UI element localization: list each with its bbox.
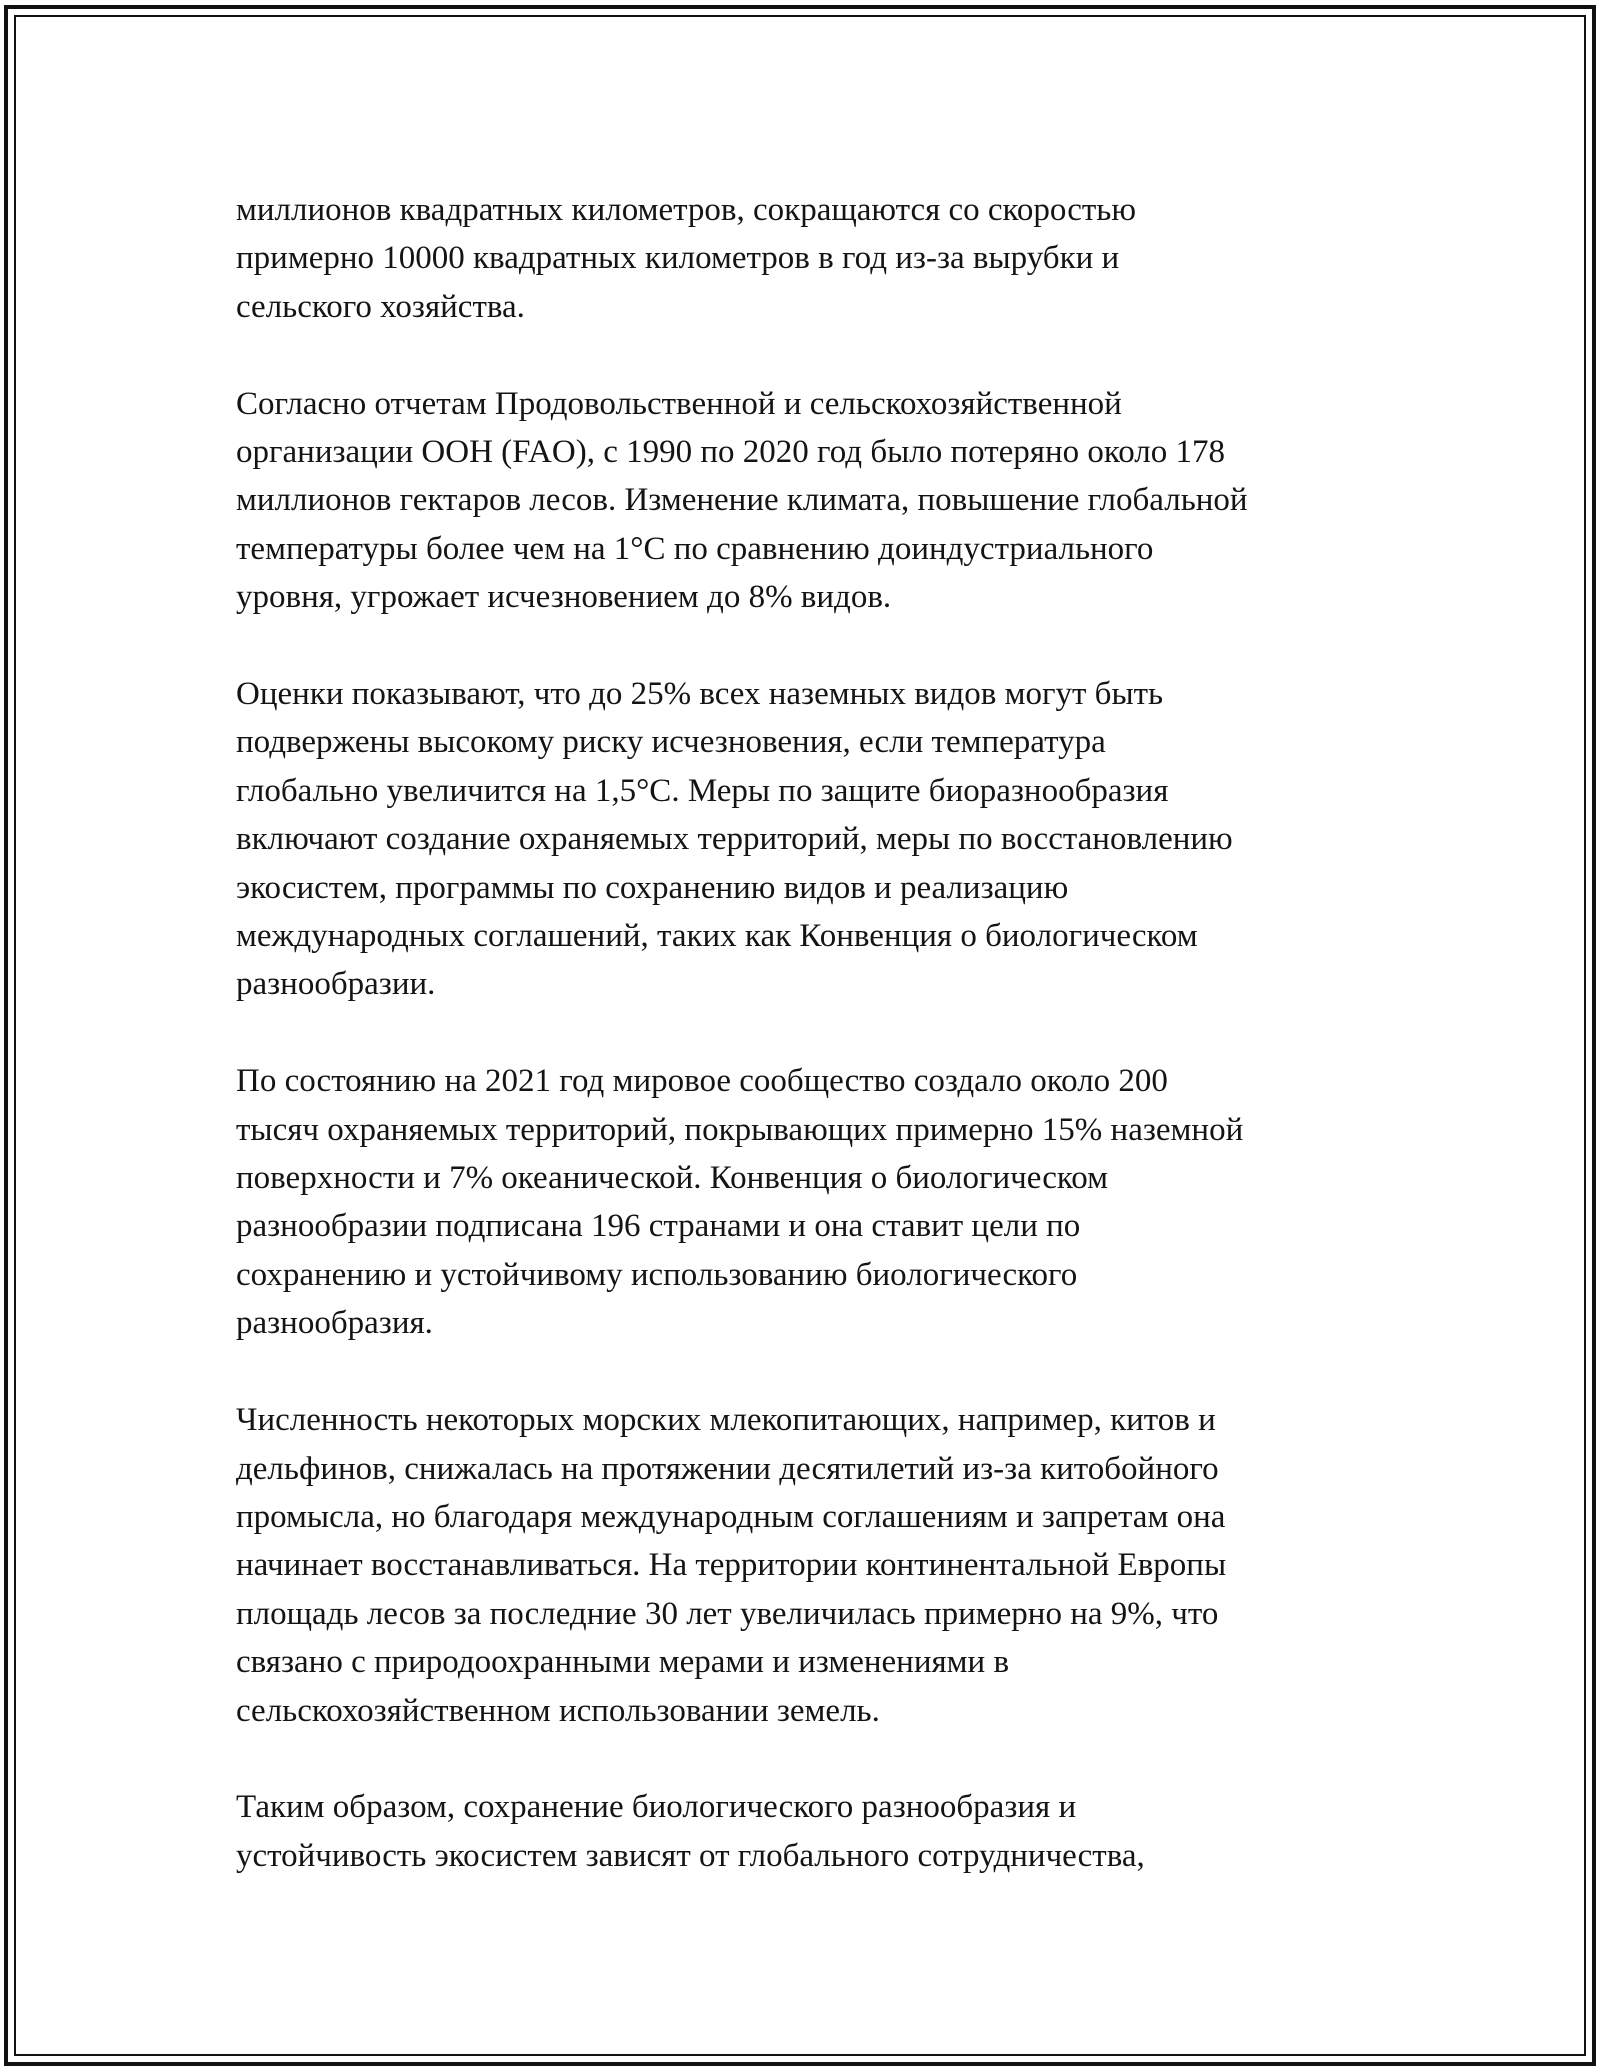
paragraph	[236, 1783, 1416, 1880]
text-line: промысла, но благодаря международным соглашениям и запретам она	[236, 1498, 1226, 1535]
text-line: площадь лесов за последние 30 лет увеличилась примерно на 9%, что	[236, 1595, 1219, 1632]
text-line: разнообразии подписана 196 странами и она ставит цели по	[236, 1208, 1081, 1245]
paragraph	[236, 670, 1416, 1009]
document-body	[236, 186, 1416, 1929]
paragraph	[236, 186, 1416, 331]
paragraph	[236, 1396, 1416, 1735]
paragraph	[236, 380, 1416, 622]
text-line: По состоянию на 2021 год мировое сообщество создало около 200	[236, 1063, 1168, 1100]
text-line: сохранению и устойчивому использованию биологического	[236, 1256, 1078, 1293]
text-line: температуры более чем на 1°C по сравнению доиндустриального	[236, 530, 1154, 567]
text-line: сельского хозяйства.	[236, 288, 525, 325]
text-line: экосистем, программы по сохранению видов и реализацию	[236, 869, 1069, 906]
text-line: поверхности и 7% океанической. Конвенция о биологическом	[236, 1160, 1108, 1197]
text-line: глобально увеличится на 1,5°C. Меры по защите биоразнообразия	[236, 772, 1169, 809]
text-line: Таким образом, сохранение биологического разнообразия и	[236, 1789, 1077, 1826]
text-line: международных соглашений, таких как Конвенция о биологическом	[236, 918, 1198, 955]
text-line: подвержены высокому риску исчезновения, если температура	[236, 724, 1106, 761]
text-line: миллионов квадратных километров, сокращаются со скоростью	[236, 192, 1137, 228]
text-line: связано с природоохранными мерами и изменениями в	[236, 1644, 1010, 1681]
text-line: примерно 10000 квадратных километров в год из-за вырубки и	[236, 240, 1120, 277]
text-line: уровня, угрожает исчезновением до 8% видов.	[236, 579, 892, 616]
text-line: разнообразии.	[236, 966, 436, 1003]
text-line: дельфинов, снижалась на протяжении десятилетий из-за китобойного	[236, 1450, 1219, 1487]
text-line: миллионов гектаров лесов. Изменение климата, повышение глобальной	[236, 482, 1248, 519]
text-line: разнообразия.	[236, 1305, 433, 1342]
text-line: Оценки показывают, что до 25% всех наземных видов могут быть	[236, 676, 1164, 713]
text-line: Численность некоторых морских млекопитающих, например, китов и	[236, 1402, 1216, 1439]
paragraph	[236, 1057, 1416, 1347]
text-line: устойчивость экосистем зависят от глобального сотрудничества,	[236, 1837, 1145, 1874]
text-line: сельскохозяйственном использовании земель.	[236, 1692, 880, 1729]
text-line: организации ООН (FAO), с 1990 по 2020 год было потеряно около 178	[236, 434, 1226, 471]
text-line: начинает восстанавливаться. На территории континентальной Европы	[236, 1547, 1227, 1584]
text-line: включают создание охраняемых территорий, меры по восстановлению	[236, 821, 1233, 858]
text-line: Согласно отчетам Продовольственной и сельскохозяйственной	[236, 385, 1122, 422]
text-line: тысяч охраняемых территорий, покрывающих примерно 15% наземной	[236, 1111, 1244, 1148]
